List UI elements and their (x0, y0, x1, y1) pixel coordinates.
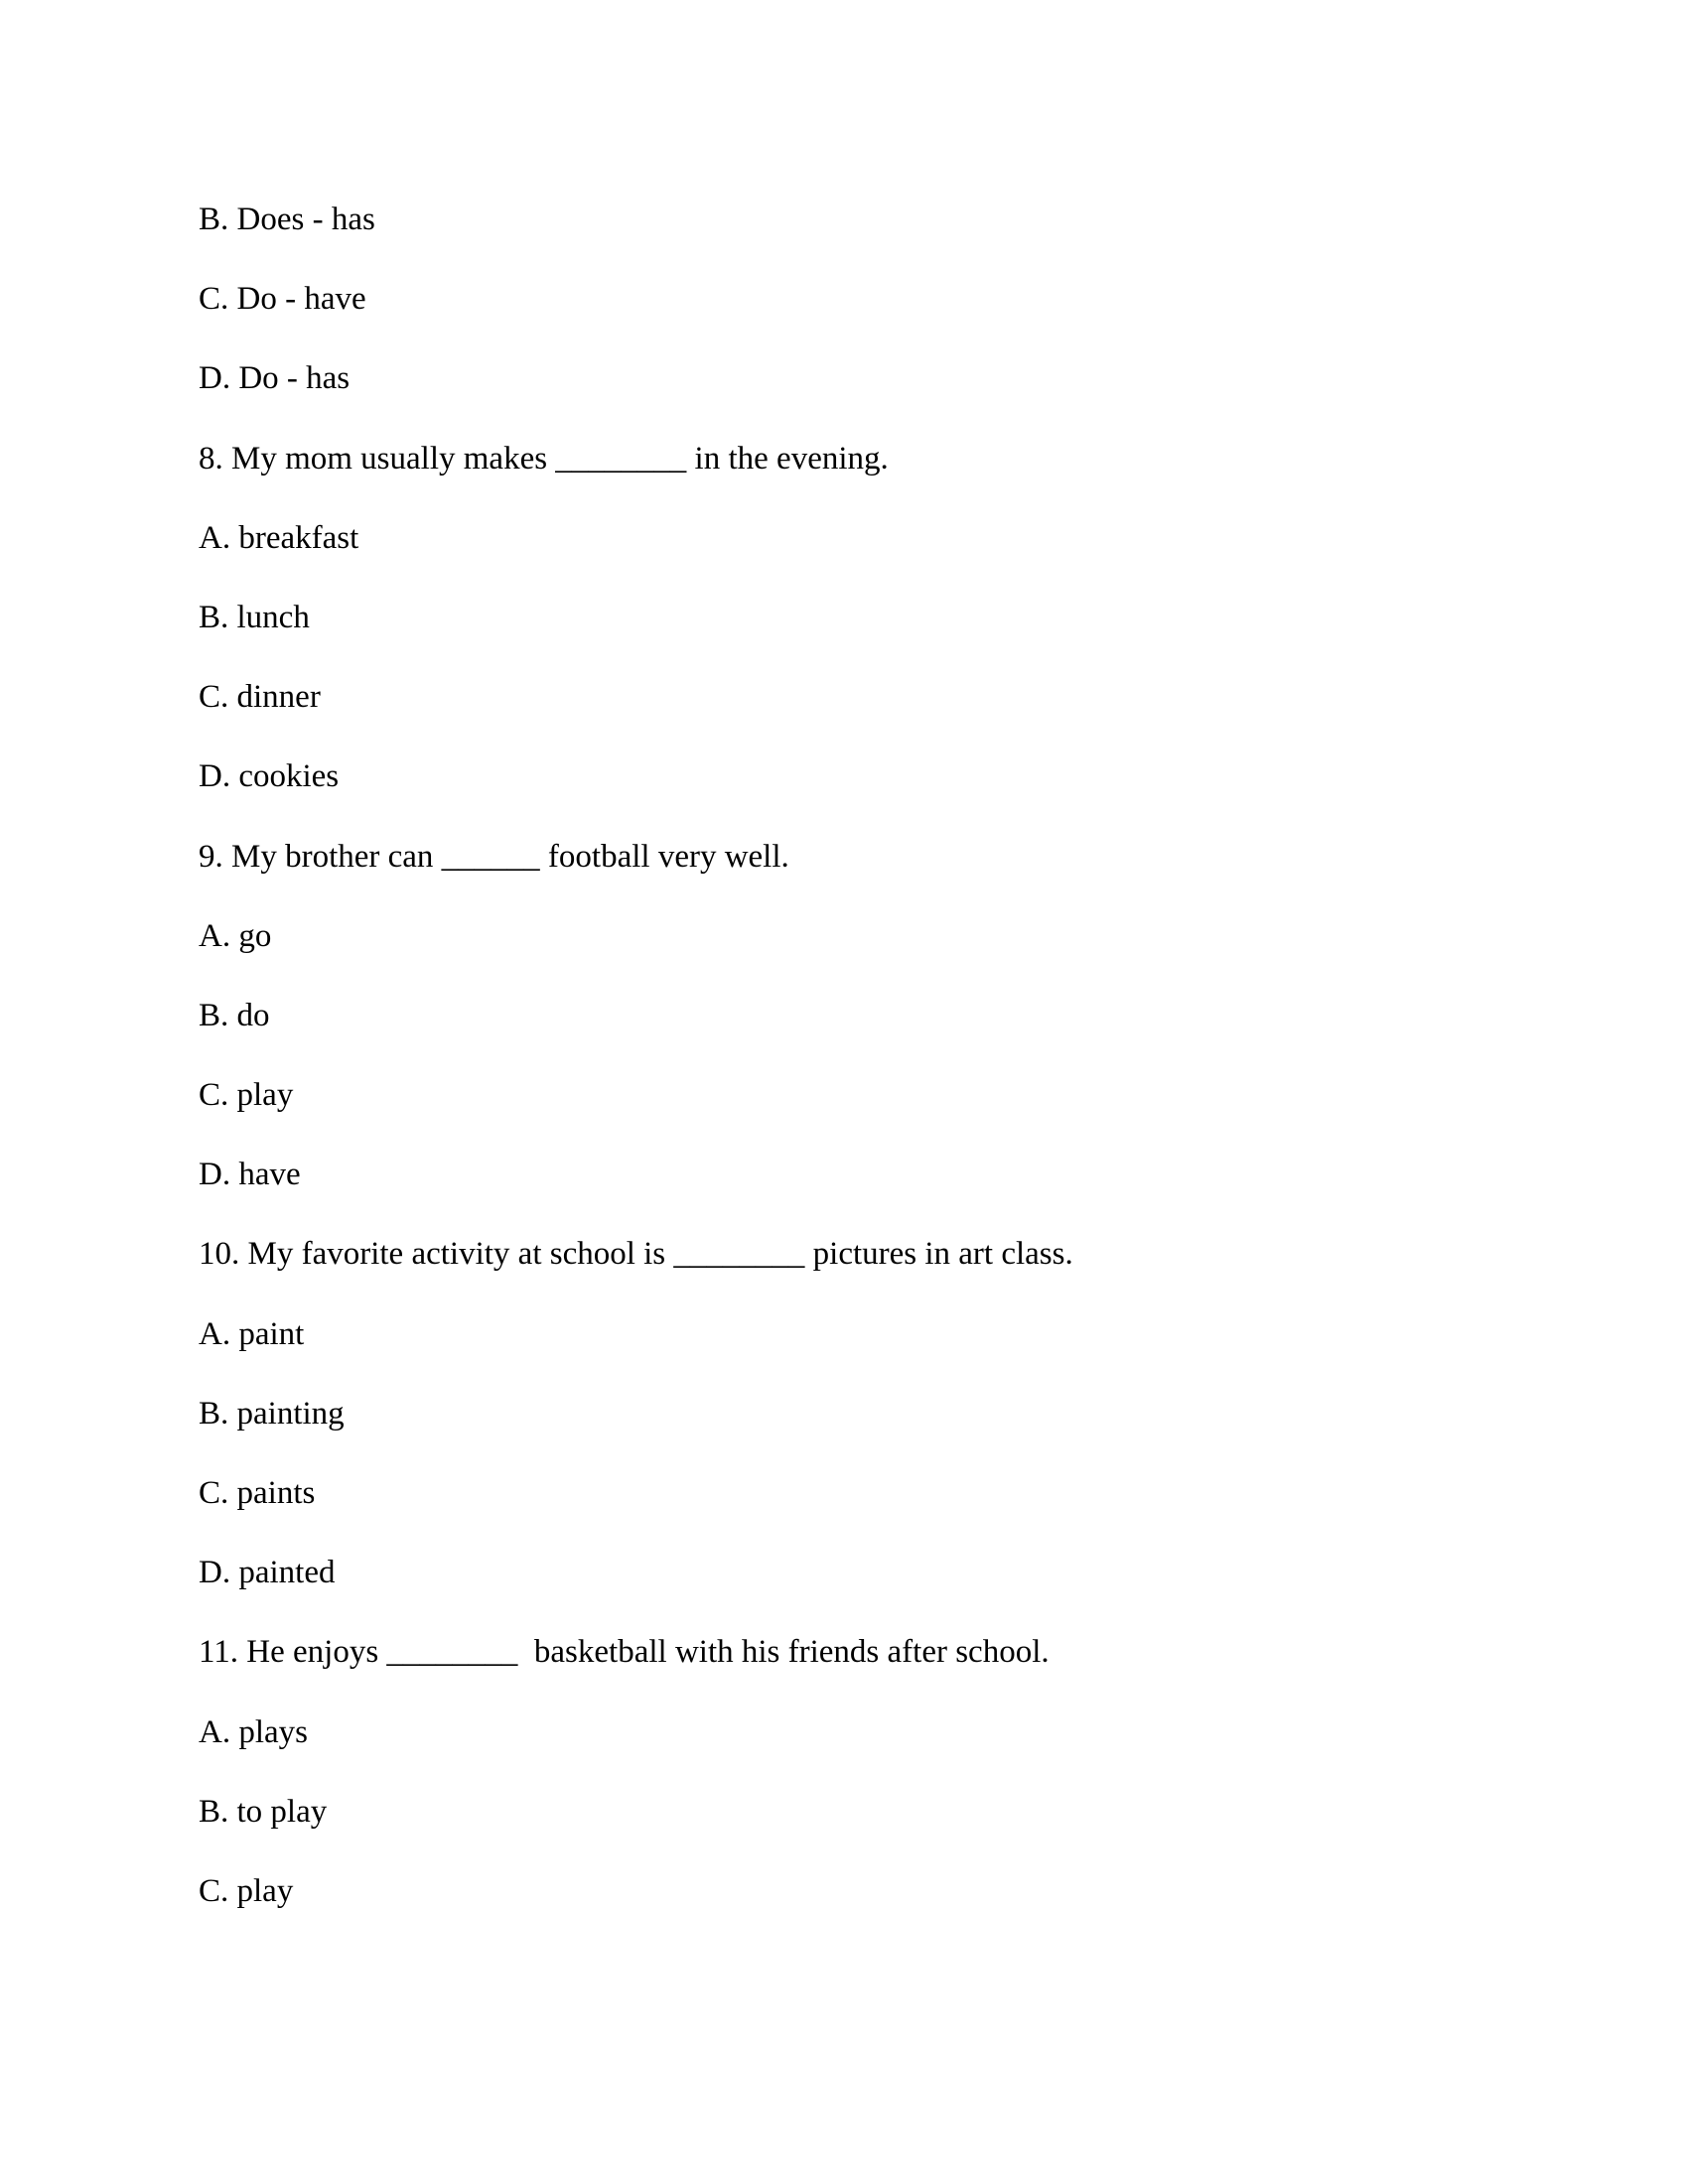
option-10a: A. paint (199, 1315, 305, 1352)
question-8: 8. My mom usually makes ________ in the evening. (199, 440, 889, 477)
question-list (199, 197, 1489, 1948)
option-9c: C. play (199, 1077, 294, 1114)
option-7c: C. Do - have (199, 281, 366, 318)
option-8d: D. cookies (199, 758, 340, 795)
option-7d: D. Do - has (199, 360, 351, 397)
question-11: 11. He enjoys ________ basketball with his friends after school. (199, 1634, 1050, 1671)
option-11c: C. play (199, 1872, 294, 1909)
option-10c: C. paints (199, 1475, 316, 1511)
option-10b: B. painting (199, 1395, 345, 1432)
option-11b: B. to play (199, 1793, 328, 1830)
option-9b: B. do (199, 997, 270, 1033)
option-8a: A. breakfast (199, 519, 359, 556)
question-9: 9. My brother can ______ football very well. (199, 838, 789, 875)
option-8b: B. lunch (199, 599, 310, 635)
option-9a: A. go (199, 917, 272, 954)
option-11a: A. plays (199, 1713, 308, 1750)
option-7b: B. Does - has (199, 202, 375, 237)
option-8c: C. dinner (199, 679, 321, 716)
option-10d: D. painted (199, 1555, 336, 1591)
question-10: 10. My favorite activity at school is ________ pictures in art class. (199, 1236, 1073, 1273)
option-9d: D. have (199, 1157, 301, 1193)
